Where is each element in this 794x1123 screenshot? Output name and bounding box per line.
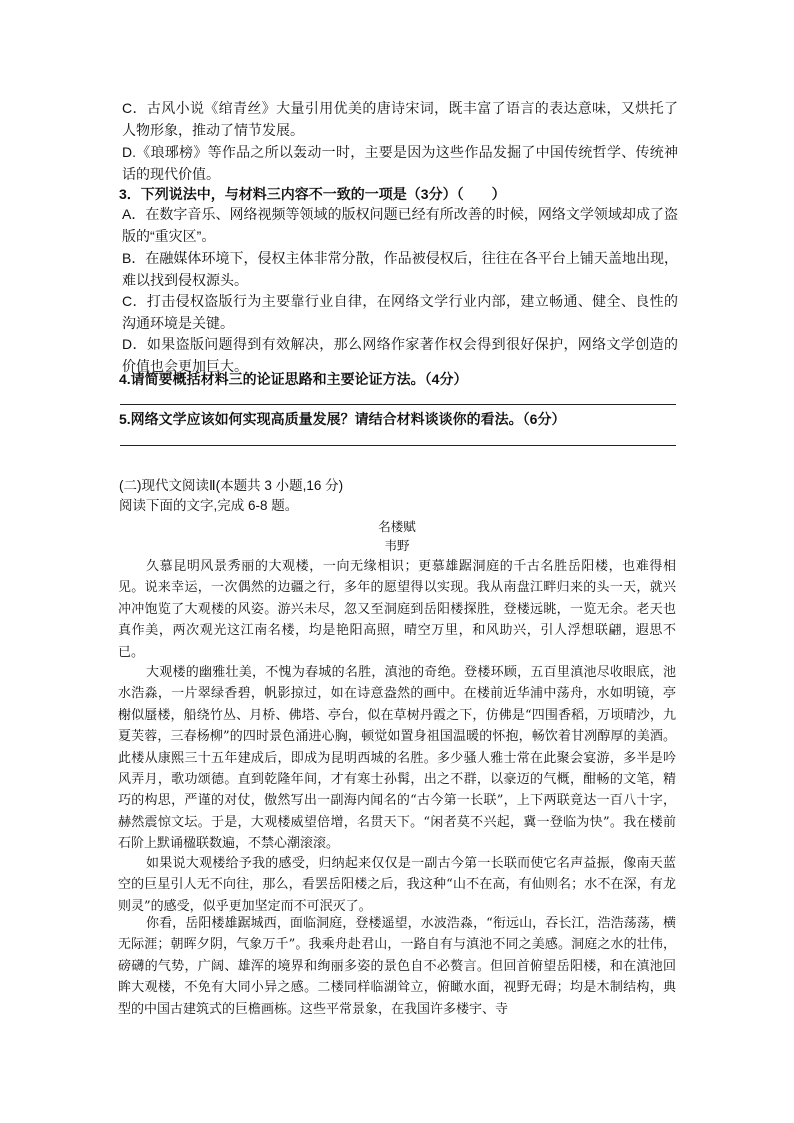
question-3-stem: 3．下列说法中，与材料三内容不一致的一项是（3分）（ ） <box>119 186 506 202</box>
option-3d: D．如果盗版问题得到有效解决，那么网络作家著作权会得到很好保护，网络文学创造的价值也会更加巨大。 <box>122 336 678 374</box>
option-3c: C．打击侵权盗版行为主要靠行业自律，在网络文学行业内部，建立畅通、健全、良性的沟通环境是关键。 <box>122 293 678 331</box>
option-3b: B．在融媒体环境下，侵权主体非常分散，作品被侵权后，往往在各平台上铺天盖地出现，难以找到侵权源头。 <box>122 250 678 288</box>
essay-paragraph-2: 大观楼的幽雅壮美，不愧为春城的名胜，滇池的奇绝。登楼环顾，五百里滇池尽收眼底，池水浩淼，一片翠绿香碧，帆影掠过，如在诗意盎然的画中。在楼前近华浦中荡舟，水如明镜，亭榭似蜃楼，船绕竹丛、月桥、佛塔、亭台，似在草树丹霞之下，仿佛是“四围香稻，万顷晴沙，九夏芙蓉，三春杨柳”的四时景色涌进心胸，顿觉如置身祖国温暖的怀抱，畅饮着甘冽醇厚的美酒。此楼从康熙三十五年建成后，即成为昆明西城的名胜。多少骚人雅士常在此聚会宴游，多半是吟风弄月，歌功颂德。直到乾隆年间，才有寒士孙髯，出之不群，以豪迈的气概，酣畅的文笔，精巧的构思，严谨的对仗，傲然写出一副海内闻名的“古今第一长联”，上下两联竟达一百八十字，赫然震惊文坛。于是，大观楼威望倍增，名贯天下。“闲者莫不兴起，冀一登临为快”。我在楼前石阶上默诵楹联数遍，不禁心潮滚滚。 <box>118 665 676 852</box>
question-4: 4.请简要概括材料三的论证思路和主要论证方法。（4分） <box>119 371 468 387</box>
option-2d: D.《琅琊榜》等作品之所以轰动一时，主要是因为这些作品发掘了中国传统哲学、传统神话的现代价值。 <box>122 144 678 182</box>
option-2c: C．古风小说《绾青丝》大量引用优美的唐诗宋词，既丰富了语言的表达意味，又烘托了人物形象，推动了情节发展。 <box>122 100 678 138</box>
answer-line-4 <box>120 404 676 405</box>
essay-paragraph-4: 你看，岳阳楼雄踞城西，面临洞庭，登楼遥望，水波浩淼，“衔远山，吞长江，浩浩荡荡，横无际涯；朝晖夕阴，气象万千”。我乘舟赴君山，一路自有与滇池不同之美感。洞庭之水的壮伟，磅礴的气势，广阔、雄浑的境界和绚丽多姿的景色自不必赘言。但回首俯望岳阳楼，和在滇池回眸大观楼，不免有大同小异之感。二楼同样临湖耸立，俯瞰水面，视野无碍；均是木制结构，典型的中国古建筑式的巨檐画栋。这些平常景象，在我国许多楼宇、寺 <box>118 916 676 1017</box>
essay-author: 韦野 <box>384 538 410 553</box>
option-3a: A．在数字音乐、网络视频等领域的版权问题已经有所改善的时候，网络文学领域却成了盗版的“重灾区”。 <box>122 206 678 244</box>
essay-paragraph-3: 如果说大观楼给予我的感受，归纳起来仅仅是一副古今第一长联而使它名声益振，像南天蓝空的巨星引人无不向往，那么，看罢岳阳楼之后，我这种“山不在高，有仙则名；水不在深，有龙则灵”的感受，似乎更加坚定而不可泯灭了。 <box>118 856 676 914</box>
section-instruction: 阅读下面的文字,完成 6-8 题。 <box>119 498 299 513</box>
question-5: 5.网络文学应该如何实现高质量发展？请结合材料谈谈你的看法。（6分） <box>119 411 566 427</box>
essay-title: 名楼赋 <box>378 519 416 534</box>
section-title: (二)现代文阅读Ⅱ(本题共 3 小题,16 分) <box>119 478 344 493</box>
essay-paragraph-1: 久慕昆明风景秀丽的大观楼，一向无缘相识；更慕雄踞洞庭的千古名胜岳阳楼，也难得相见。说来幸运，一次偶然的边疆之行，多年的愿望得以实现。我从南盘江畔归来的头一天，就兴冲冲饱览了大观楼的风姿。游兴未尽，忽又至洞庭到岳阳楼探胜，登楼远眺，一览无余。老天也真作美，两次观光这江南名楼，均是艳阳高照，晴空万里，和风助兴，引人浮想联翩，遐思不已。 <box>118 559 676 660</box>
answer-line-5 <box>120 445 676 446</box>
